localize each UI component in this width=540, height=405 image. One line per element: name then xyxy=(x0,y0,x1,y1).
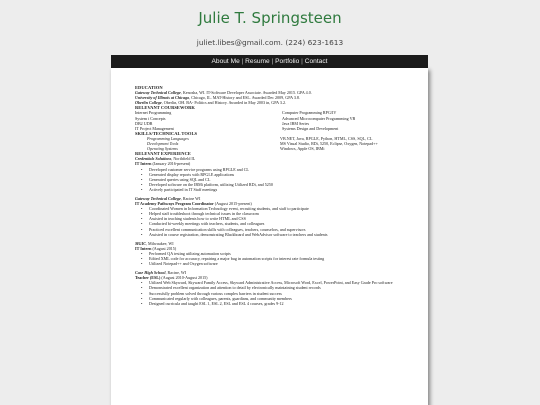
experience-heading: RELEVANT EXPERIENCE xyxy=(135,151,191,157)
list-item: • Performed QA testing utilizing automation scripts xyxy=(141,251,408,256)
resume-document xyxy=(111,68,428,405)
skills-row: Programming Languages VB.NET, Java, RPGLE, Python, HTML, CSS, SQL, CL xyxy=(147,135,373,141)
education-heading: EDUCATION xyxy=(135,85,163,90)
list-item: • Practiced excellent communication skills with colleagues, teachers, counselors, and supervisors xyxy=(141,227,408,232)
nav-separator: | xyxy=(271,58,274,65)
job-org: Case High School, Racine, WI xyxy=(135,270,187,276)
list-item: • Communicated regularly with colleagues, parents, guardians, and community members xyxy=(141,296,408,301)
skills-row: Development Tools MS Visual Studio, RDi, 5250, Eclipse, Oxygen, Notepad++ xyxy=(147,141,378,147)
skills-heading: SKILLS/TECHNICAL TOOLS xyxy=(135,130,198,136)
nav-separator: | xyxy=(301,58,303,65)
nav-separator: | xyxy=(241,58,244,65)
job-org: MGIC, Milwaukee, WI xyxy=(135,240,174,246)
coursework-heading: RELEVANT COURSEWORK xyxy=(135,105,195,111)
nav-resume[interactable]: Resume xyxy=(245,58,270,65)
nav-portfolio[interactable]: Portfolio xyxy=(275,58,300,65)
education-entry: Oberlin College, Oberlin, OH. BA- Politics and History. Awarded in May 2003 in, GPA 3.2. xyxy=(135,100,287,106)
coursework-row: Internet Programming Computer Programming RPG/IV xyxy=(135,110,337,116)
list-item: • Utilized Web Skyward, Skyward Family Access, Skyward Administrative Access, Microsoft Word, Excel, PowerPoint, and Easy Grade Pro software xyxy=(141,280,408,285)
skills-row: Operating Systems Windows, Apple OS, IBMi xyxy=(147,146,325,152)
list-item: • Assisted in teaching students how to write HTML and CSS xyxy=(141,216,408,221)
list-item: • Demonstrated excellent organization and attention to detail by electronically maintaining student records xyxy=(141,285,408,290)
list-item: • Designed curricula and taught ESL 1, ESL 2, ESL and ESL 4 courses, grades 9-12 xyxy=(141,301,408,306)
list-item: • Actively participated in IT Staff meetings xyxy=(141,187,408,192)
list-item: • Developed software on the IBMi platform, utilizing Utilized RDi, and 5250 xyxy=(141,182,408,187)
job-role: IT Academy Pathways Program Coordinator (August 2015-present) xyxy=(135,201,252,207)
education-entry: Gateway Technical College, Kenosha, WI. IT-Software Developer Associate. Awarded May 2015. GPA 4.0. xyxy=(135,90,312,96)
nav-about-me[interactable]: About Me xyxy=(211,58,240,65)
coursework-row: System i Concepts Advanced Microcomputer Programming VB xyxy=(135,115,356,121)
site-contact: juliet.libes@gmail.com. (224) 623-1613 xyxy=(196,38,344,47)
job-org: Gateway Technical College, Racine WI xyxy=(135,195,201,201)
list-item: • Helped staff troubleshoot through technical issues in the classroom xyxy=(141,211,408,216)
job-bullets xyxy=(135,167,408,192)
job-bullets xyxy=(135,280,408,305)
list-item: • Utilized Notepad++ and Oxygen software xyxy=(141,261,408,266)
education-entry: University of Illinois at Chicago, Chicago, IL. MAT-History and ESL. Awarded Dec 2009, GPA 3.8. xyxy=(135,95,301,101)
job-bullets xyxy=(135,206,408,237)
list-item: • Assisted in course registration, demonstrating Blackboard and WebAdvisor software to teachers and students xyxy=(141,232,408,237)
job-org: Credentials Solutions, Northfield IL xyxy=(135,156,196,162)
site-header xyxy=(0,0,540,56)
navbar xyxy=(111,55,428,68)
job-role: IT Intern (January 2016-present) xyxy=(135,161,191,167)
list-item: • Coordinated Women in Information Technology event, recruiting students, and staff to participate xyxy=(141,206,408,211)
list-item: • Developed customer service programs using RPGLE and CL xyxy=(141,167,408,172)
list-item: • Conducted bi-weekly meetings with teachers, students, and colleagues xyxy=(141,221,408,226)
job-role: Teacher (ESL) (August 2010-August 2015) xyxy=(135,275,208,281)
list-item: • Successfully problem solved through various complex barriers in student success xyxy=(141,291,408,296)
list-item: • Edited XML code for accuracy, repairing a major bug in automation scripts for interest rate formula testing xyxy=(141,256,408,261)
coursework-row: DB2 UDB Java IBM Series xyxy=(135,120,310,126)
list-item: • Generated display reports with RPGLE applications xyxy=(141,172,408,177)
coursework-row: IT Project Management Systems Design and Development xyxy=(135,125,339,131)
job-bullets xyxy=(135,251,408,266)
nav-contact[interactable]: Contact xyxy=(304,58,328,65)
job-role: IT Intern (August 2015) xyxy=(135,245,177,251)
site-title: Julie T. Springsteen xyxy=(198,9,342,27)
list-item: • Generated queries using SQL and CL xyxy=(141,177,408,182)
